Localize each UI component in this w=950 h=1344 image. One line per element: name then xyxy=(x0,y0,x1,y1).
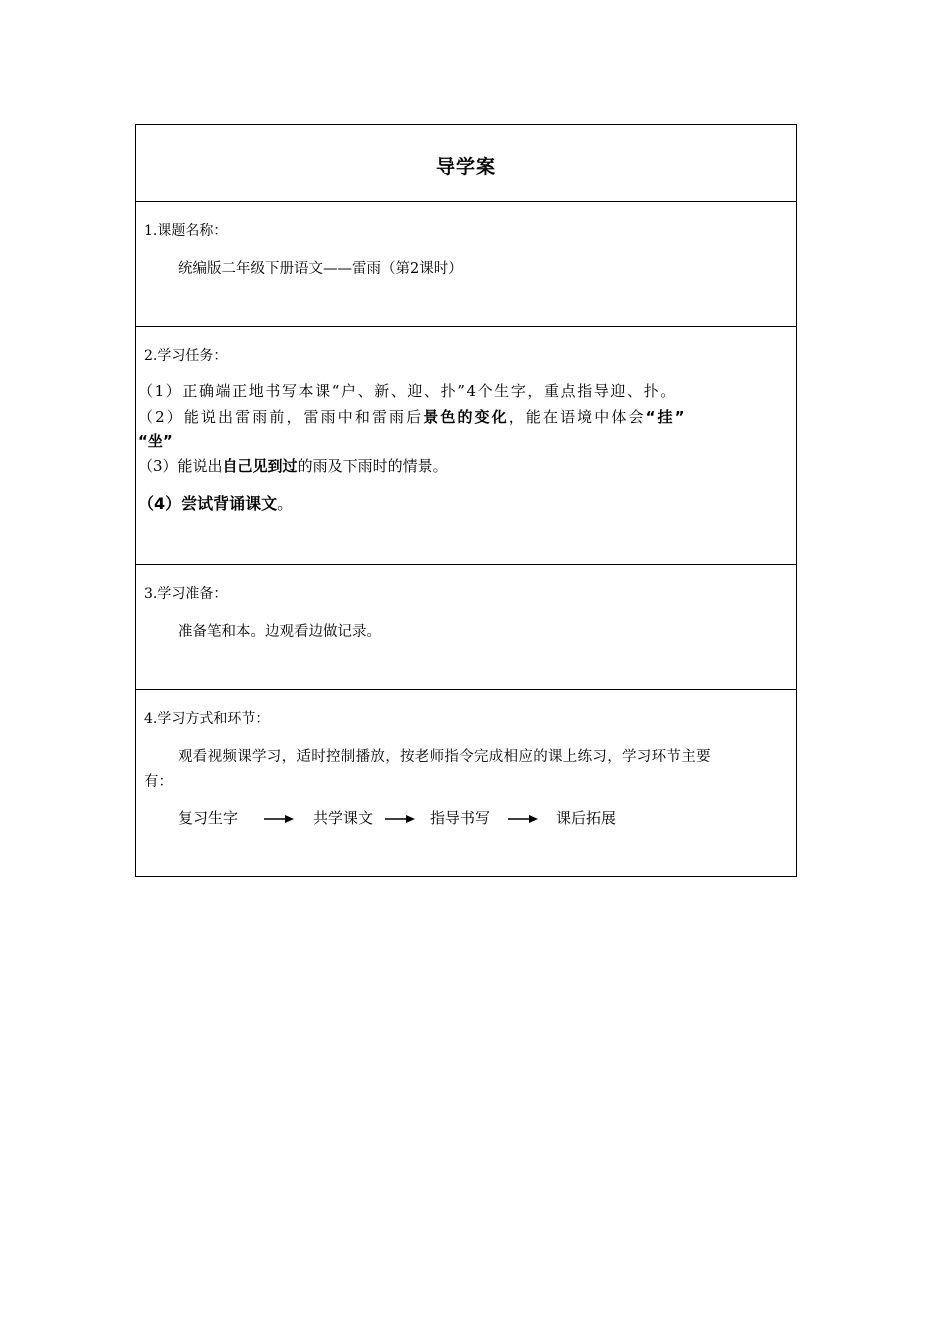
task-2 xyxy=(138,406,687,427)
step-review-characters: 复习生字 xyxy=(178,809,239,827)
task-2-part-c: ，能在语境中体会 xyxy=(508,408,646,426)
task-2-part-a: （2）能说出雷雨前，雷雨中和雷雨后 xyxy=(138,408,424,426)
right-arrow-icon xyxy=(264,814,294,824)
task-3-part-a: （3）能说出 xyxy=(138,457,223,475)
task-4-period: 。 xyxy=(277,494,294,513)
page-title: 导学案 xyxy=(435,155,496,178)
section-tasks xyxy=(136,326,796,564)
section-preparation-content: 准备笔和本。边观看边做记录。 xyxy=(178,624,381,640)
task-2-highlight-scenery: 景色的变化 xyxy=(423,408,509,426)
section-method-label: 4.学习方式和环节： xyxy=(144,711,270,727)
section-method-line-2: 有： xyxy=(144,774,173,790)
right-arrow-icon xyxy=(385,814,415,824)
guide-table xyxy=(135,124,797,877)
task-4 xyxy=(138,491,293,514)
section-tasks-label: 2.学习任务： xyxy=(144,348,228,364)
section-preparation-label: 3.学习准备： xyxy=(144,586,228,602)
step-writing-guidance: 指导书写 xyxy=(430,809,491,827)
section-topic-label: 1.课题名称： xyxy=(144,223,228,239)
section-method xyxy=(136,689,796,876)
section-method-line-1: 观看视频课学习，适时控制播放，按老师指令完成相应的课上练习，学习环节主要 xyxy=(178,749,711,765)
step-extension: 课后拓展 xyxy=(556,809,617,827)
task-3-highlight: 自己见到过 xyxy=(222,457,298,475)
task-4-highlight: （4）尝试背诵课文 xyxy=(138,494,278,513)
task-3-part-c: 的雨及下雨时的情景。 xyxy=(297,457,448,475)
title-row xyxy=(136,125,796,201)
task-3 xyxy=(138,455,448,476)
section-preparation xyxy=(136,564,796,689)
task-2-continued xyxy=(138,430,173,451)
right-arrow-icon xyxy=(508,814,538,824)
step-study-text: 共学课文 xyxy=(313,809,374,827)
section-topic xyxy=(136,201,796,326)
task-2-highlight-gua: “挂” xyxy=(645,408,687,426)
task-2-highlight-zuo: “坐” xyxy=(138,432,173,450)
task-1: （1）正确端正地书写本课“户、新、迎、扑”4个生字，重点指导迎、扑。 xyxy=(138,382,677,400)
section-topic-content: 统编版二年级下册语文——雷雨（第2课时） xyxy=(178,261,463,277)
